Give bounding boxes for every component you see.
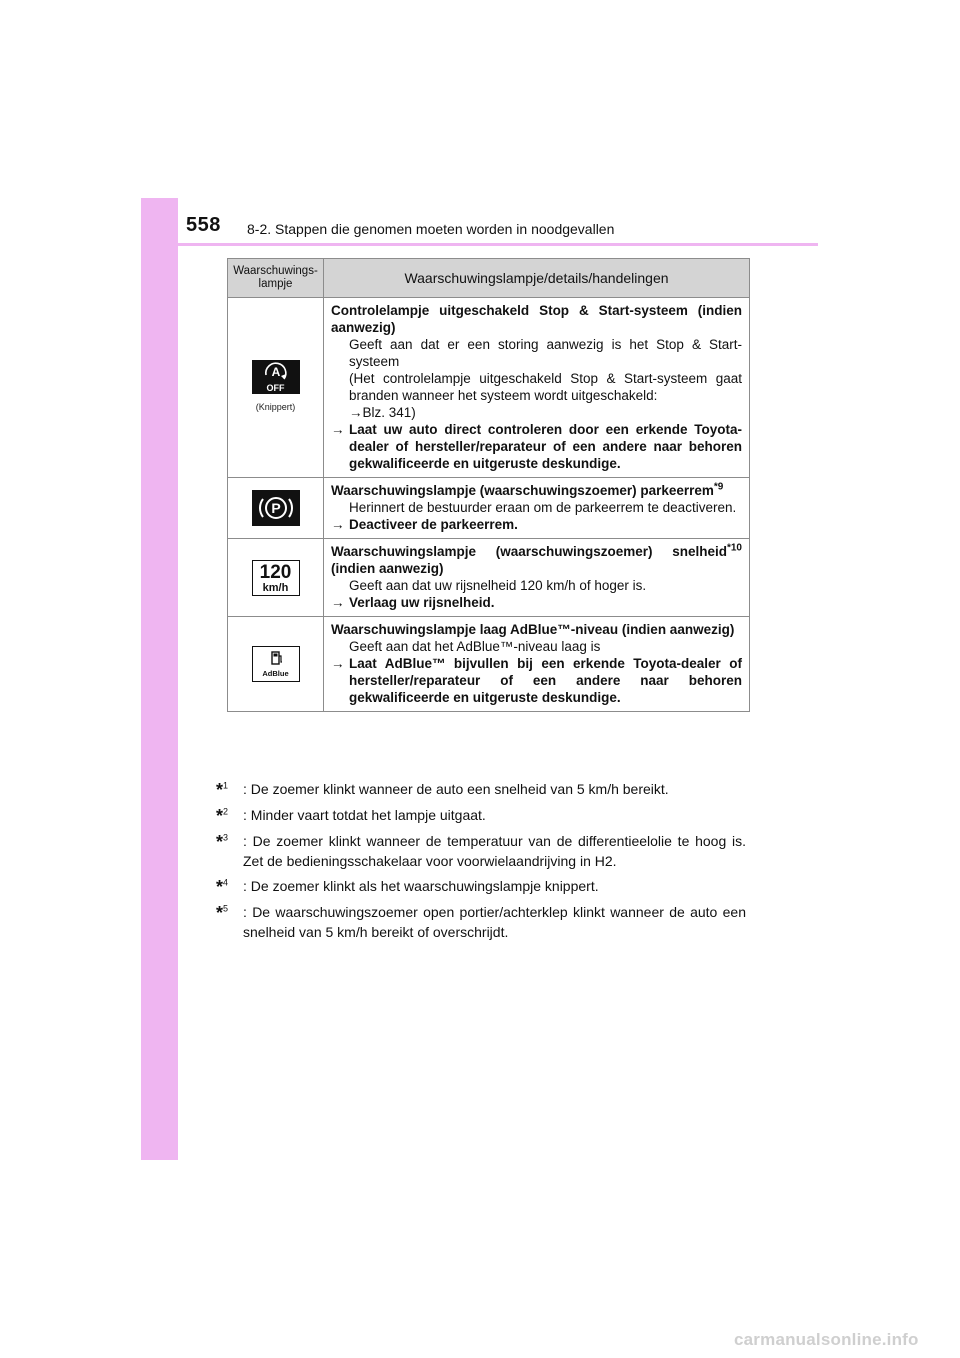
arrow-icon: →	[349, 405, 363, 420]
action-text: Deactiveer de parkeerrem.	[349, 517, 518, 532]
action-text: Laat uw auto direct controleren door een erkende Toyota-dealer of hersteller/reparateur of een andere naar behoren gekwalificeerde en uitgeruste deskundige.	[349, 422, 742, 471]
column-header-icon: Waarschuwings-lampje	[228, 259, 324, 298]
footnote-number: 1	[223, 780, 229, 791]
footnote-text: : De zoemer klinkt wanneer de auto een snelheid van 5 km/h bereikt.	[243, 781, 669, 797]
arrow-icon: →	[331, 422, 345, 437]
description-cell	[324, 617, 750, 712]
table-row	[228, 539, 750, 617]
row-title	[331, 543, 742, 577]
footnote-star: *	[713, 481, 718, 493]
table-row	[228, 617, 750, 712]
description-cell	[324, 478, 750, 539]
svg-text:A: A	[271, 364, 280, 379]
footnote-mark	[216, 831, 243, 871]
adblue-icon	[252, 646, 300, 682]
row-detail: Geeft aan dat er een storing aanwezig is het Stop & Start-systeem	[349, 337, 742, 369]
row-action	[331, 516, 742, 533]
reference-text: Blz. 341)	[362, 405, 416, 420]
off-label: OFF	[266, 382, 285, 393]
stop-start-off-icon	[252, 360, 300, 394]
footnote	[216, 902, 746, 942]
footnote-number: 4	[223, 877, 229, 888]
footnote-star: *	[726, 542, 731, 554]
row-detail: (Het controlelampje uitgeschakeld Stop & Start-systeem gaat branden wanneer het systeem wordt uitgeschakeld:	[349, 371, 742, 403]
footnote-mark	[216, 902, 243, 942]
footnote-text: : Minder vaart totdat het lampje uitgaat.	[243, 807, 486, 823]
description-cell	[324, 298, 750, 478]
footnote-mark	[216, 779, 243, 800]
parking-brake-icon	[252, 490, 300, 526]
section-title: 8-2. Stappen die genomen moeten worden in noodgevallen	[247, 221, 615, 237]
footnote-number: 2	[223, 806, 229, 817]
row-title: Waarschuwingslampje laag AdBlue™-niveau (indien aanwezig)	[331, 622, 735, 637]
row-title	[331, 482, 742, 499]
header-rule	[141, 243, 818, 246]
arrow-icon: →	[331, 656, 345, 671]
icon-cell	[228, 478, 324, 539]
footnote-number: 3	[223, 832, 229, 843]
title-text: Waarschuwingslampje (waarschuwingszoemer) parkeerrem	[331, 483, 714, 498]
description-cell	[324, 539, 750, 617]
footnote	[216, 876, 746, 897]
icon-cell	[228, 539, 324, 617]
action-text: Verlaag uw rijsnelheid.	[349, 595, 495, 610]
footnote-ref	[727, 543, 742, 554]
footnote-star: *	[216, 832, 224, 852]
footnote-star: *	[216, 806, 224, 826]
footnotes	[216, 779, 746, 947]
speed-number: 120	[259, 561, 292, 583]
adblue-label: AdBlue	[262, 669, 289, 678]
footnote-text: : De zoemer klinkt als het waarschuwingslampje knippert.	[243, 878, 599, 894]
footnote-star: *	[216, 780, 224, 800]
footnote-number: 5	[223, 903, 229, 914]
warning-lights-table	[227, 258, 750, 712]
side-band	[141, 198, 178, 1160]
icon-cell	[228, 617, 324, 712]
row-detail: Geeft aan dat uw rijsnelheid 120 km/h of hoger is.	[349, 578, 647, 593]
footnote-text: : De zoemer klinkt wanneer de temperatuur van de differentieelolie te hoog is. Zet de bedieningsschakelaar voor voorwielaandrijving in H2.	[243, 833, 746, 869]
icon-cell	[228, 298, 324, 478]
footnote	[216, 805, 746, 826]
footnote-number: 9	[717, 481, 724, 493]
title-text-suffix: (indien aanwezig)	[331, 561, 444, 576]
row-detail: Geeft aan dat het AdBlue™-niveau laag is	[349, 639, 601, 654]
speed-120-icon	[252, 560, 300, 596]
row-action	[331, 594, 742, 611]
row-detail: Herinnert de bestuurder eraan om de parkeerrem te deactiveren.	[349, 500, 737, 515]
footnote-mark	[216, 876, 243, 897]
row-action	[331, 421, 742, 472]
speed-unit: km/h	[262, 581, 289, 594]
footnote	[216, 831, 746, 871]
table-header-row	[228, 259, 750, 298]
arrow-icon: →	[331, 517, 345, 532]
arrow-icon: →	[331, 595, 345, 610]
footnote-mark	[216, 805, 243, 826]
table-row	[228, 478, 750, 539]
title-text: Waarschuwingslampje (waarschuwingszoemer) snelheid	[331, 544, 727, 559]
page-number: 558	[186, 214, 221, 236]
footnote	[216, 779, 746, 800]
row-title: Controlelampje uitgeschakeld Stop & Start-systeem (indien aanwezig)	[331, 303, 742, 335]
row-action	[331, 655, 742, 706]
table-row	[228, 298, 750, 478]
action-text: Laat AdBlue™ bijvullen bij een erkende Toyota-dealer of hersteller/reparateur of een andere naar behoren gekwalificeerde en uitgeruste deskundige.	[349, 656, 742, 705]
footnote-ref	[714, 482, 723, 493]
footnote-number: 10	[730, 542, 742, 554]
footnote-text: : De waarschuwingszoemer open portier/achterklep klinkt wanneer de auto een snelheid van 5 km/h bereikt of overschrijdt.	[243, 904, 746, 940]
svg-text:P: P	[270, 500, 281, 516]
footnote-star: *	[216, 877, 224, 897]
column-header-description: Waarschuwingslampje/details/handelingen	[324, 259, 750, 298]
watermark: carmanualsonline.info	[734, 1330, 919, 1349]
footnote-star: *	[216, 903, 224, 923]
page-reference	[331, 404, 742, 421]
icon-caption: (Knippert)	[255, 401, 296, 412]
